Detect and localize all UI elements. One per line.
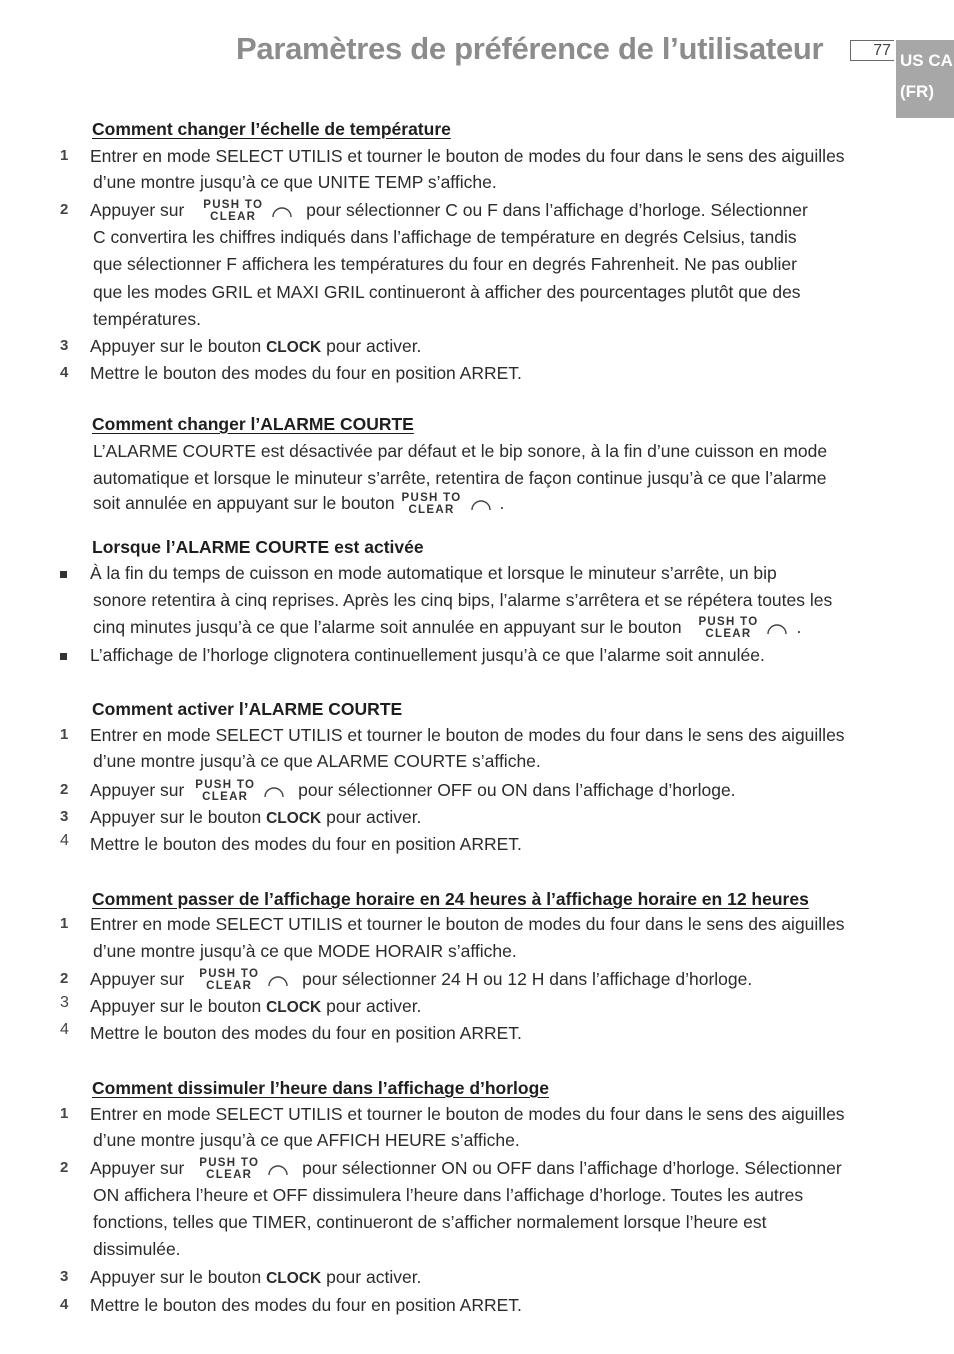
clear-label: CLEAR	[210, 211, 257, 224]
step-number: 3	[60, 808, 69, 825]
page-number: 77	[850, 40, 894, 61]
step-text-main: pour sélectionner ON ou OFF dans l’affichage d’horloge. Sélectionner	[302, 1158, 842, 1178]
step-text: Entrer en mode SELECT UTILIS et tourner le bouton de modes du four dans le sens des aiguilles	[90, 146, 845, 166]
push-to-label: PUSH TO	[401, 492, 462, 505]
step-text	[90, 777, 736, 804]
step-text: Entrer en mode SELECT UTILIS et tourner le bouton de modes du four dans le sens des aiguilles	[90, 914, 845, 934]
step-text: Mettre le bouton des modes du four en position ARRET.	[90, 363, 522, 383]
step-text: Mettre le bouton des modes du four en position ARRET.	[90, 1023, 522, 1043]
push-to-clear-knob-icon	[764, 619, 790, 637]
step-number: 3	[60, 1268, 69, 1285]
paragraph-line	[93, 490, 504, 517]
push-to-label: PUSH TO	[203, 199, 264, 212]
paragraph-line: automatique et lorsque le minuteur s’arrête, retentira de façon continue jusqu’à ce que l’alarme	[93, 468, 827, 488]
step-text	[90, 333, 421, 361]
step-text	[90, 1155, 842, 1182]
push-to-label: PUSH TO	[199, 1157, 260, 1170]
step-number: 2	[60, 781, 69, 798]
step-text-suffix: pour activer.	[326, 336, 422, 356]
step-number: 3	[60, 994, 69, 1011]
push-to-label: PUSH TO	[199, 968, 260, 981]
bullet-square-icon	[60, 571, 67, 578]
page-title: Paramètres de préférence de l’utilisateur	[236, 31, 824, 66]
step-text-continued: d’une montre jusqu’à ce que UNITE TEMP s’affiche.	[93, 172, 497, 192]
step-text	[90, 993, 421, 1021]
section-heading-hide-time: Comment dissimuler l’heure dans l’affichage d’horloge	[92, 1078, 550, 1098]
push-to-label: PUSH TO	[195, 779, 256, 792]
step-number: 4	[60, 832, 69, 849]
step-number: 4	[60, 1296, 69, 1313]
push-to-clear-label	[698, 616, 758, 640]
step-text-prefix: Appuyer sur le bouton	[90, 1267, 262, 1287]
step-text-prefix: Appuyer sur	[90, 969, 185, 989]
section-heading-temperature-scale: Comment changer l’échelle de température	[92, 119, 451, 139]
paragraph-line: L’ALARME COURTE est désactivée par défaut et le bip sonore, à la fin d’une cuisson en mode	[93, 441, 828, 461]
clear-label: CLEAR	[705, 628, 752, 641]
step-text-suffix: pour activer.	[326, 1267, 422, 1287]
push-to-clear-knob-icon	[261, 782, 287, 800]
step-number: 1	[60, 1105, 69, 1122]
paragraph-end: .	[499, 493, 505, 513]
step-text-main: pour sélectionner C ou F dans l’affichage d’horloge. Sélectionner	[306, 200, 808, 220]
step-text: Mettre le bouton des modes du four en position ARRET.	[90, 1295, 522, 1315]
push-to-clear-knob-icon	[468, 495, 494, 513]
bullet-text-continued: sonore retentira à cinq reprises. Après les cinq bips, l’alarme s’arrêtera et se répétera toutes les	[93, 590, 833, 610]
step-number: 2	[60, 1159, 69, 1176]
step-number: 1	[60, 726, 69, 743]
step-text-continued: C convertira les chiffres indiqués dans l’affichage de température en degrés Celsius, tandis	[93, 227, 797, 247]
step-text-continued: d’une montre jusqu’à ce que AFFICH HEURE s’affiche.	[93, 1130, 520, 1150]
push-to-clear-label	[199, 968, 259, 992]
section-heading-24h-12h: Comment passer de l’affichage horaire en 24 heures à l’affichage horaire en 12 heures	[92, 889, 809, 909]
step-number: 2	[60, 970, 69, 987]
step-text	[90, 197, 808, 224]
push-to-clear-knob-icon	[265, 1160, 291, 1178]
paragraph-text: soit annulée en appuyant sur le bouton	[93, 493, 395, 513]
push-to-clear-knob-icon	[265, 971, 291, 989]
push-to-clear-label	[199, 1157, 259, 1181]
step-text-prefix: Appuyer sur	[90, 200, 185, 220]
step-text-prefix: Appuyer sur le bouton	[90, 807, 262, 827]
step-text-suffix: pour activer.	[326, 996, 422, 1016]
bullet-text-continued	[93, 614, 801, 641]
step-number: 4	[60, 364, 69, 381]
step-text-prefix: Appuyer sur le bouton	[90, 996, 262, 1016]
step-text-prefix: Appuyer sur le bouton	[90, 336, 262, 356]
section-heading-activate-alarm: Comment activer l’ALARME COURTE	[92, 699, 403, 719]
step-text-continued: que sélectionner F affichera les températures du four en degrés Fahrenheit. Ne pas oublier	[93, 254, 797, 274]
step-text-continued: d’une montre jusqu’à ce que MODE HORAIR s’affiche.	[93, 941, 517, 961]
clear-label: CLEAR	[206, 1169, 253, 1182]
bullet-text: cinq minutes jusqu’à ce que l’alarme soit annulée en appuyant sur le bouton	[93, 617, 682, 637]
push-to-clear-label	[402, 492, 462, 516]
section-heading-short-alarm: Comment changer l’ALARME COURTE	[92, 414, 414, 434]
push-to-clear-label	[203, 199, 263, 223]
step-number: 4	[60, 1021, 69, 1038]
bullet-end: .	[796, 617, 802, 637]
step-text-continued: dissimulée.	[93, 1239, 181, 1259]
step-text	[90, 966, 752, 993]
step-text-prefix: Appuyer sur	[90, 1158, 185, 1178]
step-text: Entrer en mode SELECT UTILIS et tourner le bouton de modes du four dans le sens des aiguilles	[90, 1104, 845, 1124]
step-text-prefix: Appuyer sur	[90, 780, 185, 800]
clock-button-label: CLOCK	[266, 999, 322, 1016]
clear-label: CLEAR	[206, 980, 253, 993]
step-text: Mettre le bouton des modes du four en position ARRET.	[90, 834, 522, 854]
step-text-continued: fonctions, telles que TIMER, continueront de s’afficher normalement lorsque l’heure est	[93, 1212, 767, 1232]
clock-button-label: CLOCK	[266, 1270, 322, 1287]
step-text	[90, 804, 421, 832]
step-number: 3	[60, 337, 69, 354]
step-text-continued: que les modes GRIL et MAXI GRIL continueront à afficher des pourcentages plutôt que des	[93, 282, 801, 302]
push-to-clear-knob-icon	[269, 202, 295, 220]
bullet-text: À la fin du temps de cuisson en mode automatique et lorsque le minuteur s’arrête, un bip	[90, 563, 777, 583]
push-to-clear-label	[195, 779, 255, 803]
section-heading-alarm-active: Lorsque l’ALARME COURTE est activée	[92, 537, 424, 557]
step-text-continued: ON affichera l’heure et OFF dissimulera l’heure dans l’affichage d’horloge. Toutes les autres	[93, 1185, 804, 1205]
region-tab	[896, 40, 954, 118]
step-text-main: pour sélectionner OFF ou ON dans l’affichage d’horloge.	[298, 780, 736, 800]
bullet-square-icon	[60, 653, 67, 660]
step-text-suffix: pour activer.	[326, 807, 422, 827]
step-text-main: pour sélectionner 24 H ou 12 H dans l’affichage d’horloge.	[302, 969, 753, 989]
clock-button-label: CLOCK	[266, 339, 322, 356]
language-label: (FR)	[900, 82, 934, 101]
step-text-continued: d’une montre jusqu’à ce que ALARME COURTE s’affiche.	[93, 751, 541, 771]
step-text	[90, 1264, 421, 1292]
clock-button-label: CLOCK	[266, 810, 322, 827]
clear-label: CLEAR	[408, 504, 455, 517]
clear-label: CLEAR	[202, 791, 249, 804]
push-to-label: PUSH TO	[698, 616, 759, 629]
step-number: 2	[60, 201, 69, 218]
step-number: 1	[60, 147, 69, 164]
step-text: Entrer en mode SELECT UTILIS et tourner le bouton de modes du four dans le sens des aiguilles	[90, 725, 845, 745]
region-label: US CA	[900, 51, 953, 70]
step-text-continued: températures.	[93, 309, 201, 329]
bullet-text: L’affichage de l’horloge clignotera continuellement jusqu’à ce que l’alarme soit annulée.	[90, 645, 765, 665]
step-number: 1	[60, 915, 69, 932]
